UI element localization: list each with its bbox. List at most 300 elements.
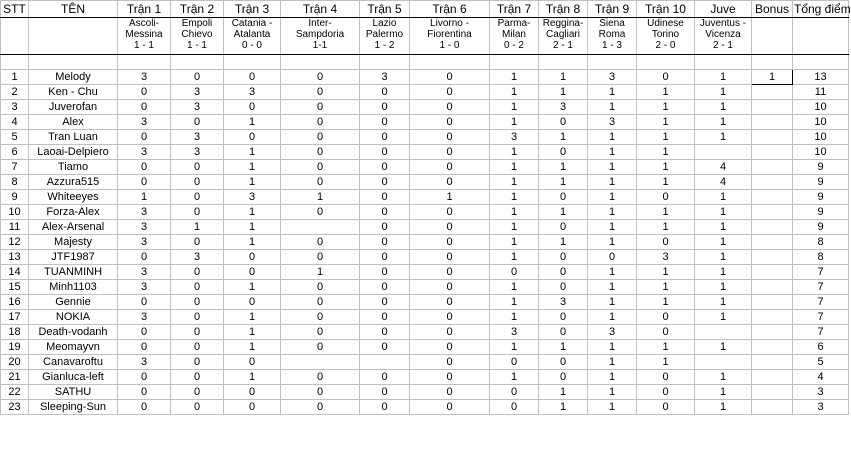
score-cell[interactable] [695,325,752,340]
row-name[interactable]: Ken - Chu [29,85,118,100]
score-cell[interactable]: 0 [281,280,360,295]
score-cell[interactable]: 0 [281,235,360,250]
score-cell[interactable]: 10 [793,115,849,130]
score-cell[interactable]: 0 [637,70,695,85]
empty-cell[interactable] [752,18,793,55]
score-cell[interactable]: 0 [224,355,281,370]
score-cell[interactable]: 1 [588,265,637,280]
score-cell[interactable]: 0 [281,115,360,130]
score-cell[interactable]: 0 [171,115,224,130]
score-cell[interactable]: 0 [410,70,490,85]
score-cell[interactable]: 0 [410,370,490,385]
score-cell[interactable]: 1 [695,340,752,355]
row-stt[interactable]: 4 [1,115,29,130]
score-cell[interactable]: 3 [171,250,224,265]
score-cell[interactable]: 0 [410,145,490,160]
score-cell[interactable]: 1 [224,115,281,130]
empty-cell[interactable] [637,55,695,70]
score-cell[interactable]: 1 [224,175,281,190]
score-cell[interactable]: 3 [118,235,171,250]
empty-cell[interactable] [410,55,490,70]
row-name[interactable]: Juverofan [29,100,118,115]
score-cell[interactable]: 3 [118,70,171,85]
score-cell[interactable]: 1 [695,310,752,325]
row-stt[interactable]: 10 [1,205,29,220]
header-total[interactable]: Tổng điểm [794,2,851,16]
score-cell[interactable]: 0 [410,340,490,355]
score-cell[interactable]: 0 [281,85,360,100]
empty-cell[interactable] [29,18,118,55]
score-cell[interactable]: 0 [118,325,171,340]
score-cell[interactable]: 3 [539,100,588,115]
score-cell[interactable]: 0 [171,340,224,355]
score-cell[interactable]: 0 [360,160,410,175]
score-cell[interactable]: 1 [588,130,637,145]
score-cell[interactable] [752,265,793,280]
score-cell[interactable]: 0 [118,295,171,310]
score-cell[interactable]: 0 [360,325,410,340]
score-cell[interactable]: 1 [752,70,793,85]
score-cell[interactable]: 1 [588,370,637,385]
score-cell[interactable]: 1 [588,175,637,190]
score-cell[interactable]: 1 [539,205,588,220]
header-stt[interactable]: STT [1,1,29,18]
score-cell[interactable]: 1 [281,190,360,205]
score-cell[interactable]: 0 [410,220,490,235]
matchup-cell[interactable]: Catania - Atalanta 0 - 0 [224,18,281,55]
score-cell[interactable]: 0 [410,325,490,340]
score-cell[interactable]: 1 [637,265,695,280]
matchup-cell[interactable]: Reggina- Cagliari 2 - 1 [539,18,588,55]
score-cell[interactable]: 3 [588,115,637,130]
header-bonus[interactable]: Bonus [752,1,793,18]
score-cell[interactable]: 0 [281,250,360,265]
row-name[interactable]: Alex [29,115,118,130]
score-cell[interactable]: 1 [410,190,490,205]
row-stt[interactable]: 3 [1,100,29,115]
score-cell[interactable]: 1 [588,340,637,355]
empty-cell[interactable] [793,55,849,70]
score-cell[interactable]: 4 [695,175,752,190]
score-cell[interactable]: 1 [588,145,637,160]
score-cell[interactable]: 1 [588,385,637,400]
score-cell[interactable]: 8 [793,250,849,265]
score-cell[interactable]: 1 [539,70,588,85]
header-round[interactable]: Trận 7 [490,1,539,18]
row-name[interactable]: Whiteeyes [29,190,118,205]
score-cell[interactable]: 0 [281,325,360,340]
score-cell[interactable]: 1 [695,295,752,310]
header-round[interactable]: Trận 1 [118,1,171,18]
score-cell[interactable] [360,355,410,370]
score-cell[interactable]: 0 [171,370,224,385]
matchup-cell[interactable]: Lazio Palermo 1 - 2 [360,18,410,55]
score-cell[interactable]: 8 [793,235,849,250]
score-cell[interactable]: 1 [588,400,637,415]
row-stt[interactable]: 8 [1,175,29,190]
score-cell[interactable]: 3 [793,400,849,415]
row-name[interactable]: Death-vodanh [29,325,118,340]
row-name[interactable]: SATHU [29,385,118,400]
score-cell[interactable]: 0 [539,325,588,340]
score-cell[interactable] [752,85,793,100]
score-cell[interactable]: 3 [588,70,637,85]
row-name[interactable]: Azzura515 [29,175,118,190]
score-cell[interactable]: 1 [637,340,695,355]
score-cell[interactable]: 0 [637,190,695,205]
row-name[interactable]: Laoai-Delpiero [29,145,118,160]
score-cell[interactable]: 0 [171,205,224,220]
score-cell[interactable]: 0 [539,115,588,130]
score-cell[interactable]: 1 [224,235,281,250]
score-cell[interactable] [752,340,793,355]
score-cell[interactable]: 0 [410,385,490,400]
score-cell[interactable]: 1 [637,220,695,235]
row-stt[interactable]: 13 [1,250,29,265]
score-cell[interactable] [752,325,793,340]
score-cell[interactable]: 0 [360,370,410,385]
matchup-cell[interactable]: Parma- Milan 0 - 2 [490,18,539,55]
score-cell[interactable]: 0 [410,400,490,415]
score-cell[interactable]: 3 [118,355,171,370]
score-cell[interactable]: 0 [281,160,360,175]
score-cell[interactable]: 7 [793,280,849,295]
header-ten[interactable]: TÊN [29,1,118,18]
score-cell[interactable] [752,295,793,310]
score-cell[interactable]: 0 [360,220,410,235]
score-cell[interactable]: 0 [118,130,171,145]
score-cell[interactable]: 9 [793,220,849,235]
empty-cell[interactable] [224,55,281,70]
score-cell[interactable]: 0 [281,295,360,310]
score-cell[interactable]: 0 [410,85,490,100]
score-cell[interactable]: 1 [695,370,752,385]
row-stt[interactable]: 7 [1,160,29,175]
score-cell[interactable] [752,130,793,145]
score-cell[interactable]: 0 [360,310,410,325]
row-stt[interactable]: 14 [1,265,29,280]
row-name[interactable]: Gianluca-left [29,370,118,385]
header-round[interactable]: Trận 10 [637,1,695,18]
score-cell[interactable]: 3 [118,265,171,280]
score-cell[interactable] [752,205,793,220]
score-cell[interactable]: 0 [281,130,360,145]
score-cell[interactable]: 1 [588,310,637,325]
score-cell[interactable]: 0 [118,160,171,175]
score-cell[interactable]: 1 [695,115,752,130]
score-cell[interactable]: 0 [410,160,490,175]
score-cell[interactable]: 0 [118,385,171,400]
score-cell[interactable]: 1 [539,130,588,145]
score-cell[interactable] [752,370,793,385]
score-cell[interactable] [695,145,752,160]
header-round[interactable]: Trận 9 [588,1,637,18]
row-name[interactable]: Canavaroftu [29,355,118,370]
row-stt[interactable]: 20 [1,355,29,370]
score-cell[interactable]: 0 [637,235,695,250]
score-cell[interactable]: 1 [539,160,588,175]
score-cell[interactable]: 0 [539,190,588,205]
score-cell[interactable]: 1 [490,190,539,205]
row-stt[interactable]: 22 [1,385,29,400]
score-cell[interactable]: 1 [490,160,539,175]
header-round[interactable]: Trận 8 [539,1,588,18]
score-cell[interactable]: 1 [490,295,539,310]
score-cell[interactable]: 0 [410,175,490,190]
score-cell[interactable]: 1 [539,400,588,415]
score-cell[interactable]: 1 [695,85,752,100]
empty-cell[interactable] [1,55,29,70]
score-cell[interactable]: 7 [793,325,849,340]
header-round[interactable]: Trận 5 [360,1,410,18]
score-cell[interactable] [752,235,793,250]
score-cell[interactable]: 1 [171,220,224,235]
score-cell[interactable]: 1 [490,340,539,355]
score-cell[interactable]: 1 [490,205,539,220]
score-cell[interactable]: 3 [539,295,588,310]
row-name[interactable]: NOKIA [29,310,118,325]
score-cell[interactable]: 1 [490,70,539,85]
score-cell[interactable]: 0 [360,115,410,130]
score-cell[interactable]: 1 [637,280,695,295]
score-cell[interactable]: 0 [360,130,410,145]
score-cell[interactable]: 3 [224,190,281,205]
score-cell[interactable]: 3 [360,70,410,85]
score-cell[interactable]: 1 [695,190,752,205]
row-stt[interactable]: 12 [1,235,29,250]
matchup-cell[interactable]: Udinese Torino 2 - 0 [637,18,695,55]
score-cell[interactable]: 3 [171,85,224,100]
score-cell[interactable]: 1 [490,175,539,190]
score-cell[interactable]: 0 [360,175,410,190]
score-cell[interactable]: 0 [281,100,360,115]
score-cell[interactable]: 0 [637,325,695,340]
score-cell[interactable]: 0 [360,190,410,205]
score-cell[interactable]: 0 [171,355,224,370]
score-cell[interactable] [752,160,793,175]
score-cell[interactable]: 10 [793,100,849,115]
score-cell[interactable]: 3 [118,220,171,235]
score-cell[interactable]: 1 [637,355,695,370]
row-stt[interactable]: 15 [1,280,29,295]
row-name[interactable]: Gennie [29,295,118,310]
score-cell[interactable]: 0 [118,400,171,415]
score-cell[interactable]: 0 [410,265,490,280]
row-stt[interactable]: 18 [1,325,29,340]
matchup-cell[interactable]: Livorno - Fiorentina 1 - 0 [410,18,490,55]
score-cell[interactable]: 1 [695,70,752,85]
score-cell[interactable]: 0 [410,310,490,325]
score-cell[interactable]: 0 [224,70,281,85]
score-cell[interactable]: 0 [490,265,539,280]
score-cell[interactable]: 0 [281,175,360,190]
score-cell[interactable]: 1 [588,355,637,370]
score-cell[interactable] [752,220,793,235]
score-cell[interactable]: 1 [695,385,752,400]
score-cell[interactable]: 0 [588,250,637,265]
score-cell[interactable]: 10 [793,145,849,160]
score-cell[interactable]: 0 [410,115,490,130]
score-cell[interactable]: 0 [410,355,490,370]
score-cell[interactable]: 1 [539,340,588,355]
score-cell[interactable] [752,190,793,205]
row-name[interactable]: Minh1103 [29,280,118,295]
score-cell[interactable] [752,115,793,130]
score-cell[interactable]: 0 [118,175,171,190]
score-cell[interactable] [752,400,793,415]
score-cell[interactable]: 0 [171,385,224,400]
score-cell[interactable]: 1 [539,175,588,190]
score-cell[interactable] [752,250,793,265]
empty-cell[interactable] [171,55,224,70]
score-cell[interactable]: 0 [410,100,490,115]
score-cell[interactable] [752,310,793,325]
empty-cell[interactable] [695,55,752,70]
score-cell[interactable]: 0 [410,295,490,310]
score-cell[interactable]: 1 [695,280,752,295]
score-cell[interactable]: 1 [695,250,752,265]
score-cell[interactable]: 1 [637,205,695,220]
score-cell[interactable]: 9 [793,205,849,220]
score-cell[interactable]: 0 [224,130,281,145]
score-cell[interactable]: 1 [490,115,539,130]
score-cell[interactable]: 0 [171,160,224,175]
score-cell[interactable]: 0 [171,310,224,325]
score-cell[interactable]: 4 [695,160,752,175]
score-cell[interactable]: 3 [588,325,637,340]
header-round[interactable]: Trận 4 [281,1,360,18]
score-cell[interactable]: 1 [637,100,695,115]
row-stt[interactable]: 9 [1,190,29,205]
score-cell[interactable]: 0 [281,145,360,160]
score-cell[interactable]: 0 [360,400,410,415]
score-cell[interactable]: 1 [490,370,539,385]
score-cell[interactable]: 0 [224,100,281,115]
row-stt[interactable]: 6 [1,145,29,160]
score-cell[interactable]: 0 [281,205,360,220]
row-name[interactable]: Tiamo [29,160,118,175]
score-cell[interactable]: 1 [224,145,281,160]
row-name[interactable]: Forza-Alex [29,205,118,220]
row-name[interactable]: Sleeping-Sun [29,400,118,415]
score-cell[interactable]: 1 [224,205,281,220]
score-cell[interactable]: 0 [171,175,224,190]
score-cell[interactable]: 0 [360,205,410,220]
score-cell[interactable]: 1 [637,160,695,175]
row-stt[interactable]: 17 [1,310,29,325]
score-cell[interactable]: 1 [695,100,752,115]
score-cell[interactable]: 1 [224,325,281,340]
score-cell[interactable]: 3 [490,130,539,145]
score-cell[interactable]: 0 [637,370,695,385]
score-cell[interactable]: 7 [793,295,849,310]
score-cell[interactable]: 0 [360,100,410,115]
score-cell[interactable]: 1 [695,205,752,220]
score-cell[interactable]: 1 [637,145,695,160]
row-name[interactable]: Tran Luan [29,130,118,145]
score-cell[interactable]: 0 [360,235,410,250]
score-cell[interactable]: 0 [360,85,410,100]
score-cell[interactable]: 1 [224,310,281,325]
score-cell[interactable]: 1 [695,235,752,250]
score-cell[interactable]: 0 [360,145,410,160]
score-cell[interactable]: 1 [588,220,637,235]
score-cell[interactable]: 0 [360,250,410,265]
score-cell[interactable]: 7 [793,265,849,280]
score-cell[interactable]: 0 [360,385,410,400]
score-cell[interactable]: 1 [490,250,539,265]
score-cell[interactable]: 0 [490,355,539,370]
score-cell[interactable]: 0 [281,340,360,355]
score-cell[interactable]: 1 [490,85,539,100]
row-name[interactable]: Meomayvn [29,340,118,355]
score-cell[interactable]: 0 [360,295,410,310]
score-cell[interactable]: 0 [281,310,360,325]
score-cell[interactable]: 1 [490,280,539,295]
score-cell[interactable]: 0 [539,370,588,385]
empty-cell[interactable] [490,55,539,70]
score-cell[interactable]: 3 [171,100,224,115]
score-cell[interactable]: 1 [539,85,588,100]
score-cell[interactable]: 0 [224,385,281,400]
score-cell[interactable]: 3 [224,85,281,100]
score-cell[interactable]: 0 [281,70,360,85]
empty-cell[interactable] [360,55,410,70]
row-stt[interactable]: 5 [1,130,29,145]
score-cell[interactable]: 0 [224,400,281,415]
score-cell[interactable]: 1 [588,235,637,250]
score-cell[interactable]: 10 [793,130,849,145]
header-juve[interactable]: Juve [695,1,752,18]
score-cell[interactable]: 0 [118,85,171,100]
score-cell[interactable]: 1 [695,130,752,145]
score-cell[interactable]: 0 [171,70,224,85]
score-cell[interactable]: 0 [281,385,360,400]
score-cell[interactable]: 1 [224,280,281,295]
score-cell[interactable]: 1 [118,190,171,205]
matchup-cell[interactable]: Siena Roma 1 - 3 [588,18,637,55]
score-cell[interactable]: 1 [588,85,637,100]
score-cell[interactable]: 0 [171,400,224,415]
score-cell[interactable] [752,355,793,370]
score-cell[interactable]: 0 [539,310,588,325]
score-cell[interactable]: 0 [118,370,171,385]
score-cell[interactable]: 9 [793,190,849,205]
score-cell[interactable]: 1 [539,235,588,250]
score-cell[interactable]: 0 [224,295,281,310]
score-cell[interactable]: 1 [588,280,637,295]
row-name[interactable]: Melody [29,70,118,85]
score-cell[interactable]: 1 [281,265,360,280]
row-stt[interactable]: 1 [1,70,29,85]
score-cell[interactable]: 1 [695,220,752,235]
score-cell[interactable]: 4 [793,370,849,385]
score-cell[interactable]: 1 [490,235,539,250]
empty-cell[interactable] [793,18,849,55]
score-cell[interactable] [281,220,360,235]
matchup-cell[interactable]: Inter- Sampdoria 1-1 [281,18,360,55]
score-cell[interactable]: 0 [410,130,490,145]
score-cell[interactable]: 3 [118,145,171,160]
row-name[interactable]: Majesty [29,235,118,250]
row-stt[interactable]: 19 [1,340,29,355]
row-stt[interactable]: 23 [1,400,29,415]
score-cell[interactable]: 3 [637,250,695,265]
score-cell[interactable]: 0 [490,385,539,400]
empty-cell[interactable] [588,55,637,70]
header-round[interactable]: Trận 6 [410,1,490,18]
matchup-cell[interactable]: Juventus - Vicenza 2 - 1 [695,18,752,55]
